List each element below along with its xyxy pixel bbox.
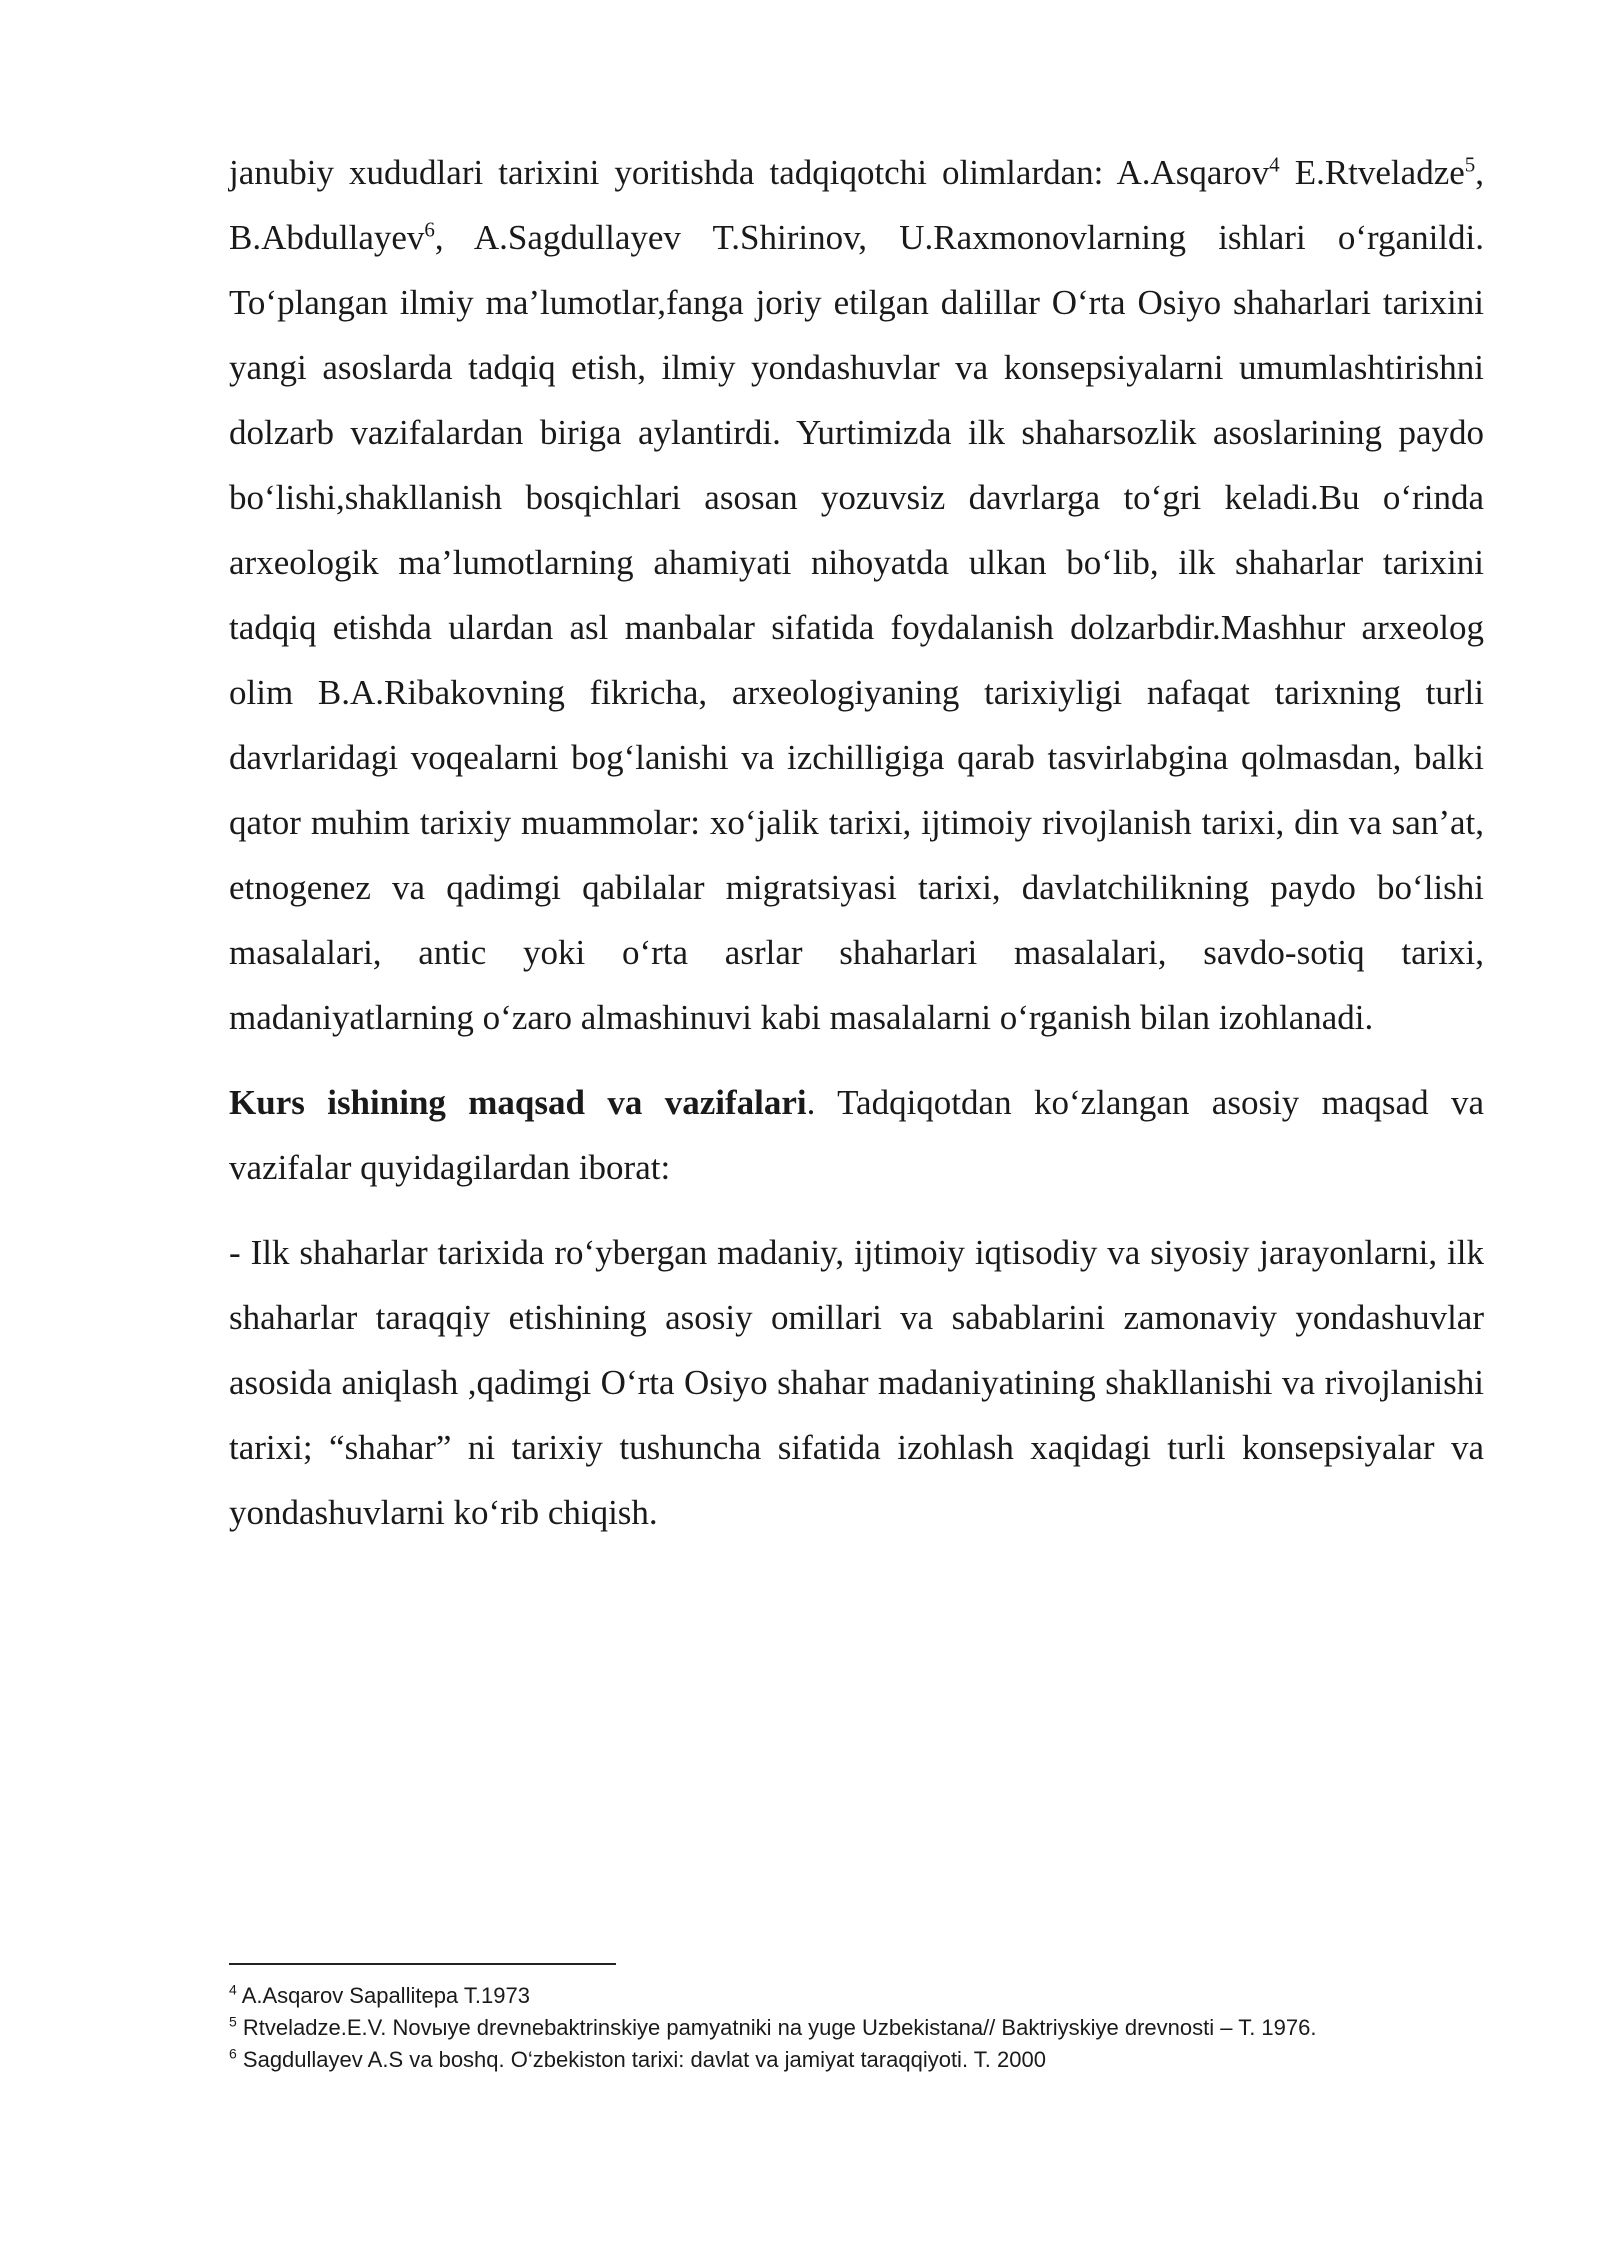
paragraph1-text-1: janubiy xududlari tarixini yoritishda tadqiqotchi olimlardan: A.Asqarov [229,153,1270,192]
footnote-ref-4[interactable]: 4 [1269,152,1280,177]
paragraph-literature-review [229,140,1484,1050]
footnote-separator [229,1963,616,1965]
footnote-number: 4 [229,1981,237,1998]
footnote-6 [229,2044,1389,2076]
footnote-ref-5[interactable]: 5 [1464,152,1476,177]
footnote-4 [229,1980,1389,2012]
footnote-text: Rtveladze.E.V. Novыye drevnebaktrinskiye pamyatniki na yuge Uzbekistana// Baktriyskiye drevnosti – T. 1976. [236,2015,1317,2040]
footnote-number: 6 [229,2045,237,2062]
goals-text: . Tadqiqotdan ko‘zlangan asosiy maqsad va vazifalar quyidagilardan iborat: [229,1083,1484,1187]
footnote-text: A.Asqarov Sapallitepa T.1973 [236,1983,530,2008]
main-text [229,140,1484,1545]
paragraph1-text-3: , B.Abdullayev [229,153,1485,257]
footnotes [229,1980,1389,2076]
paragraph1-text-4: , A.Sagdullayev T.Shirinov, U.Raxmonovlarning ishlari o‘rganildi. To‘plangan ilmiy ma’lumotlar,fanga joriy etilgan dalillar O‘rta Osiyo shaharlari tarixini yangi asoslarda tadqiq etish, ilmiy yondashuvlar va konsepsiyalarni umumlashtirishni dolzarb vazifalardan biriga aylantirdi. Yurtimizda ilk shaharsozlik asoslarining paydo bo‘lishi,shakllanish bosqichlari asosan yozuvsiz davrlarga to‘gri keladi.Bu o‘rinda arxeologik ma’lumotlarning ahamiyati nihoyatda ulkan bo‘lib, ilk shaharlar tarixini tadqiq etishda ulardan asl manbalar sifatida foydalanish dolzarbdir.Mashhur arxeolog olim B.A.Ribakovning fikricha, arxeologiyaning tarixiyligi nafaqat tarixning turli davrlaridagi voqealarni bog‘lanishi va izchilligiga qarab tasvirlabgina qolmasdan, balki qator muhim tarixiy muammolar: xo‘jalik tarixi, ijtimoiy rivojlanish tarixi, din va san’at, etnogenez va qadimgi qabilalar migratsiyasi tarixi, davlatchilikning paydo bo‘lishi masalalari, antic yoki o‘rta asrlar shaharlari masalalari, savdo-sotiq tarixi, madaniyatlarning o‘zaro almashinuvi kabi masalalarni o‘rganish bilan izohlanadi. [229,218,1484,1037]
footnote-ref-6[interactable]: 6 [424,217,435,242]
footnote-5 [229,2012,1389,2044]
footnote-text: Sagdullayev A.S va boshq. O‘zbekiston tarixi: davlat va jamiyat taraqqiyoti. T. 2000 [236,2047,1046,2072]
goals-heading: Kurs ishining maqsad va vazifalari [229,1083,807,1122]
tasks-text: - Ilk shaharlar tarixida ro‘ybergan madaniy, ijtimoiy iqtisodiy va siyosiy jarayonlarni, ilk shaharlar taraqqiy etishining asosiy omillari va sabablarini zamonaviy yondashuvlar asosida aniqlash ,qadimgi O‘rta Osiyo shahar madaniyatining shakllanishi va rivojlanishi tarixi; “shahar” ni tarixiy tushuncha sifatida izohlash xaqidagi turli konsepsiyalar va yondashuvlarni ko‘rib chiqish. [229,1233,1484,1532]
footnote-number: 5 [229,2013,237,2030]
paragraph-tasks [229,1220,1484,1545]
paragraph1-text-2: E.Rtveladze [1279,153,1465,192]
paragraph-goals [229,1070,1484,1200]
